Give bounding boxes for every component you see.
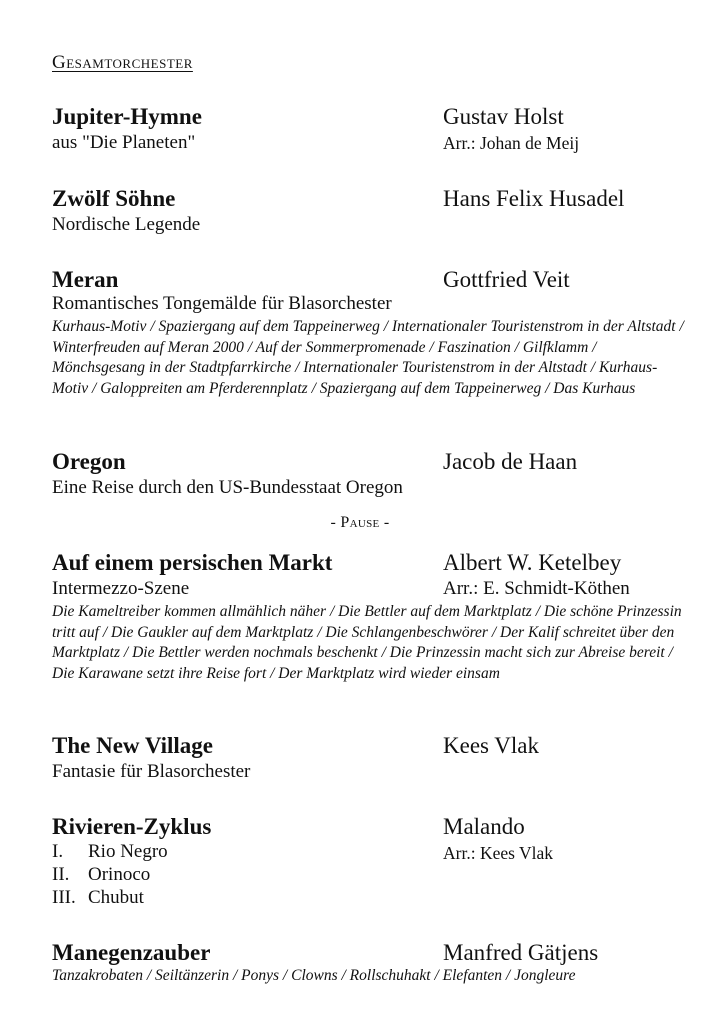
- movement-number: I.: [52, 841, 64, 862]
- piece-title: Auf einem persischen Markt: [52, 550, 333, 575]
- piece-arranger: Arr.: Johan de Meij: [443, 133, 580, 153]
- piece-subtitle: aus "Die Planeten": [52, 132, 196, 153]
- piece-composer: Hans Felix Husadel: [443, 186, 625, 211]
- movement-name: Chubut: [88, 887, 144, 908]
- movement-number: II.: [52, 864, 70, 885]
- intermission-label: - Pause -: [330, 514, 390, 531]
- piece-title: The New Village: [52, 733, 213, 758]
- piece-subtitle: Nordische Legende: [52, 214, 201, 235]
- piece-composer: Malando: [443, 814, 525, 839]
- piece-subtitle: Intermezzo-Szene: [52, 578, 190, 599]
- movement-item: [52, 841, 168, 863]
- piece-composer: Jacob de Haan: [443, 449, 578, 474]
- piece-title: Rivieren-Zyklus: [52, 814, 212, 839]
- piece-subtitle: Fantasie für Blasorchester: [52, 761, 251, 782]
- piece-composer: Albert W. Ketelbey: [443, 550, 622, 575]
- piece-description: Tanzakrobaten / Seiltänzerin / Ponys / Clowns / Rollschuhakt / Elefanten / Jongleure: [52, 967, 576, 984]
- movement-name: Orinoco: [88, 864, 151, 885]
- piece-arranger: Arr.: E. Schmidt-Köthen: [443, 578, 630, 599]
- movement-item: [52, 887, 144, 909]
- piece-subtitle: Romantisches Tongemälde für Blasorchester: [52, 293, 392, 314]
- movement-number: III.: [52, 887, 76, 908]
- piece-description: Kurhaus-Motiv / Spaziergang auf dem Tappeinerweg / Internationaler Touristenstrom in der Altstadt / Winterfreuden auf Meran 2000 / Auf der Sommerpromenade / Faszination / Gilfklamm / Mönchsgesang in der Stadtpfarrkirche / Internationaler Touristenstrom in der Altstadt / Kurhaus-Motiv / Galoppreiten am Pferderennplatz / Spaziergang auf dem Tappeinerweg / Das Kurhaus: [52, 318, 684, 397]
- piece-subtitle: Eine Reise durch den US-Bundesstaat Oregon: [52, 477, 403, 498]
- piece-description: Die Kameltreiber kommen allmählich näher / Die Bettler auf dem Marktplatz / Die schöne Prinzessin tritt auf / Die Gaukler auf dem Marktplatz / Die Schlangenbeschwörer / Der Kalif schreitet über den Marktplatz / Die Bettler werden nochmals beschenkt / Die Prinzessin macht sich zur Abreise bereit / Die Karawane setzt ihre Reise fort / Der Marktplatz wird wieder einsam: [52, 603, 682, 682]
- piece-composer: Manfred Gätjens: [443, 940, 599, 965]
- section-heading: Gesamtorchester: [52, 52, 193, 73]
- piece-title: Meran: [52, 267, 119, 292]
- piece-title: Jupiter-Hymne: [52, 104, 202, 129]
- piece-composer: Gustav Holst: [443, 104, 564, 129]
- piece-title: Oregon: [52, 449, 126, 474]
- piece-title: Zwölf Söhne: [52, 186, 176, 211]
- piece-composer: Gottfried Veit: [443, 267, 570, 292]
- movement-item: [52, 864, 150, 886]
- piece-arranger: Arr.: Kees Vlak: [443, 843, 553, 863]
- piece-title: Manegenzauber: [52, 940, 211, 965]
- piece-composer: Kees Vlak: [443, 733, 540, 758]
- movement-name: Rio Negro: [88, 841, 168, 862]
